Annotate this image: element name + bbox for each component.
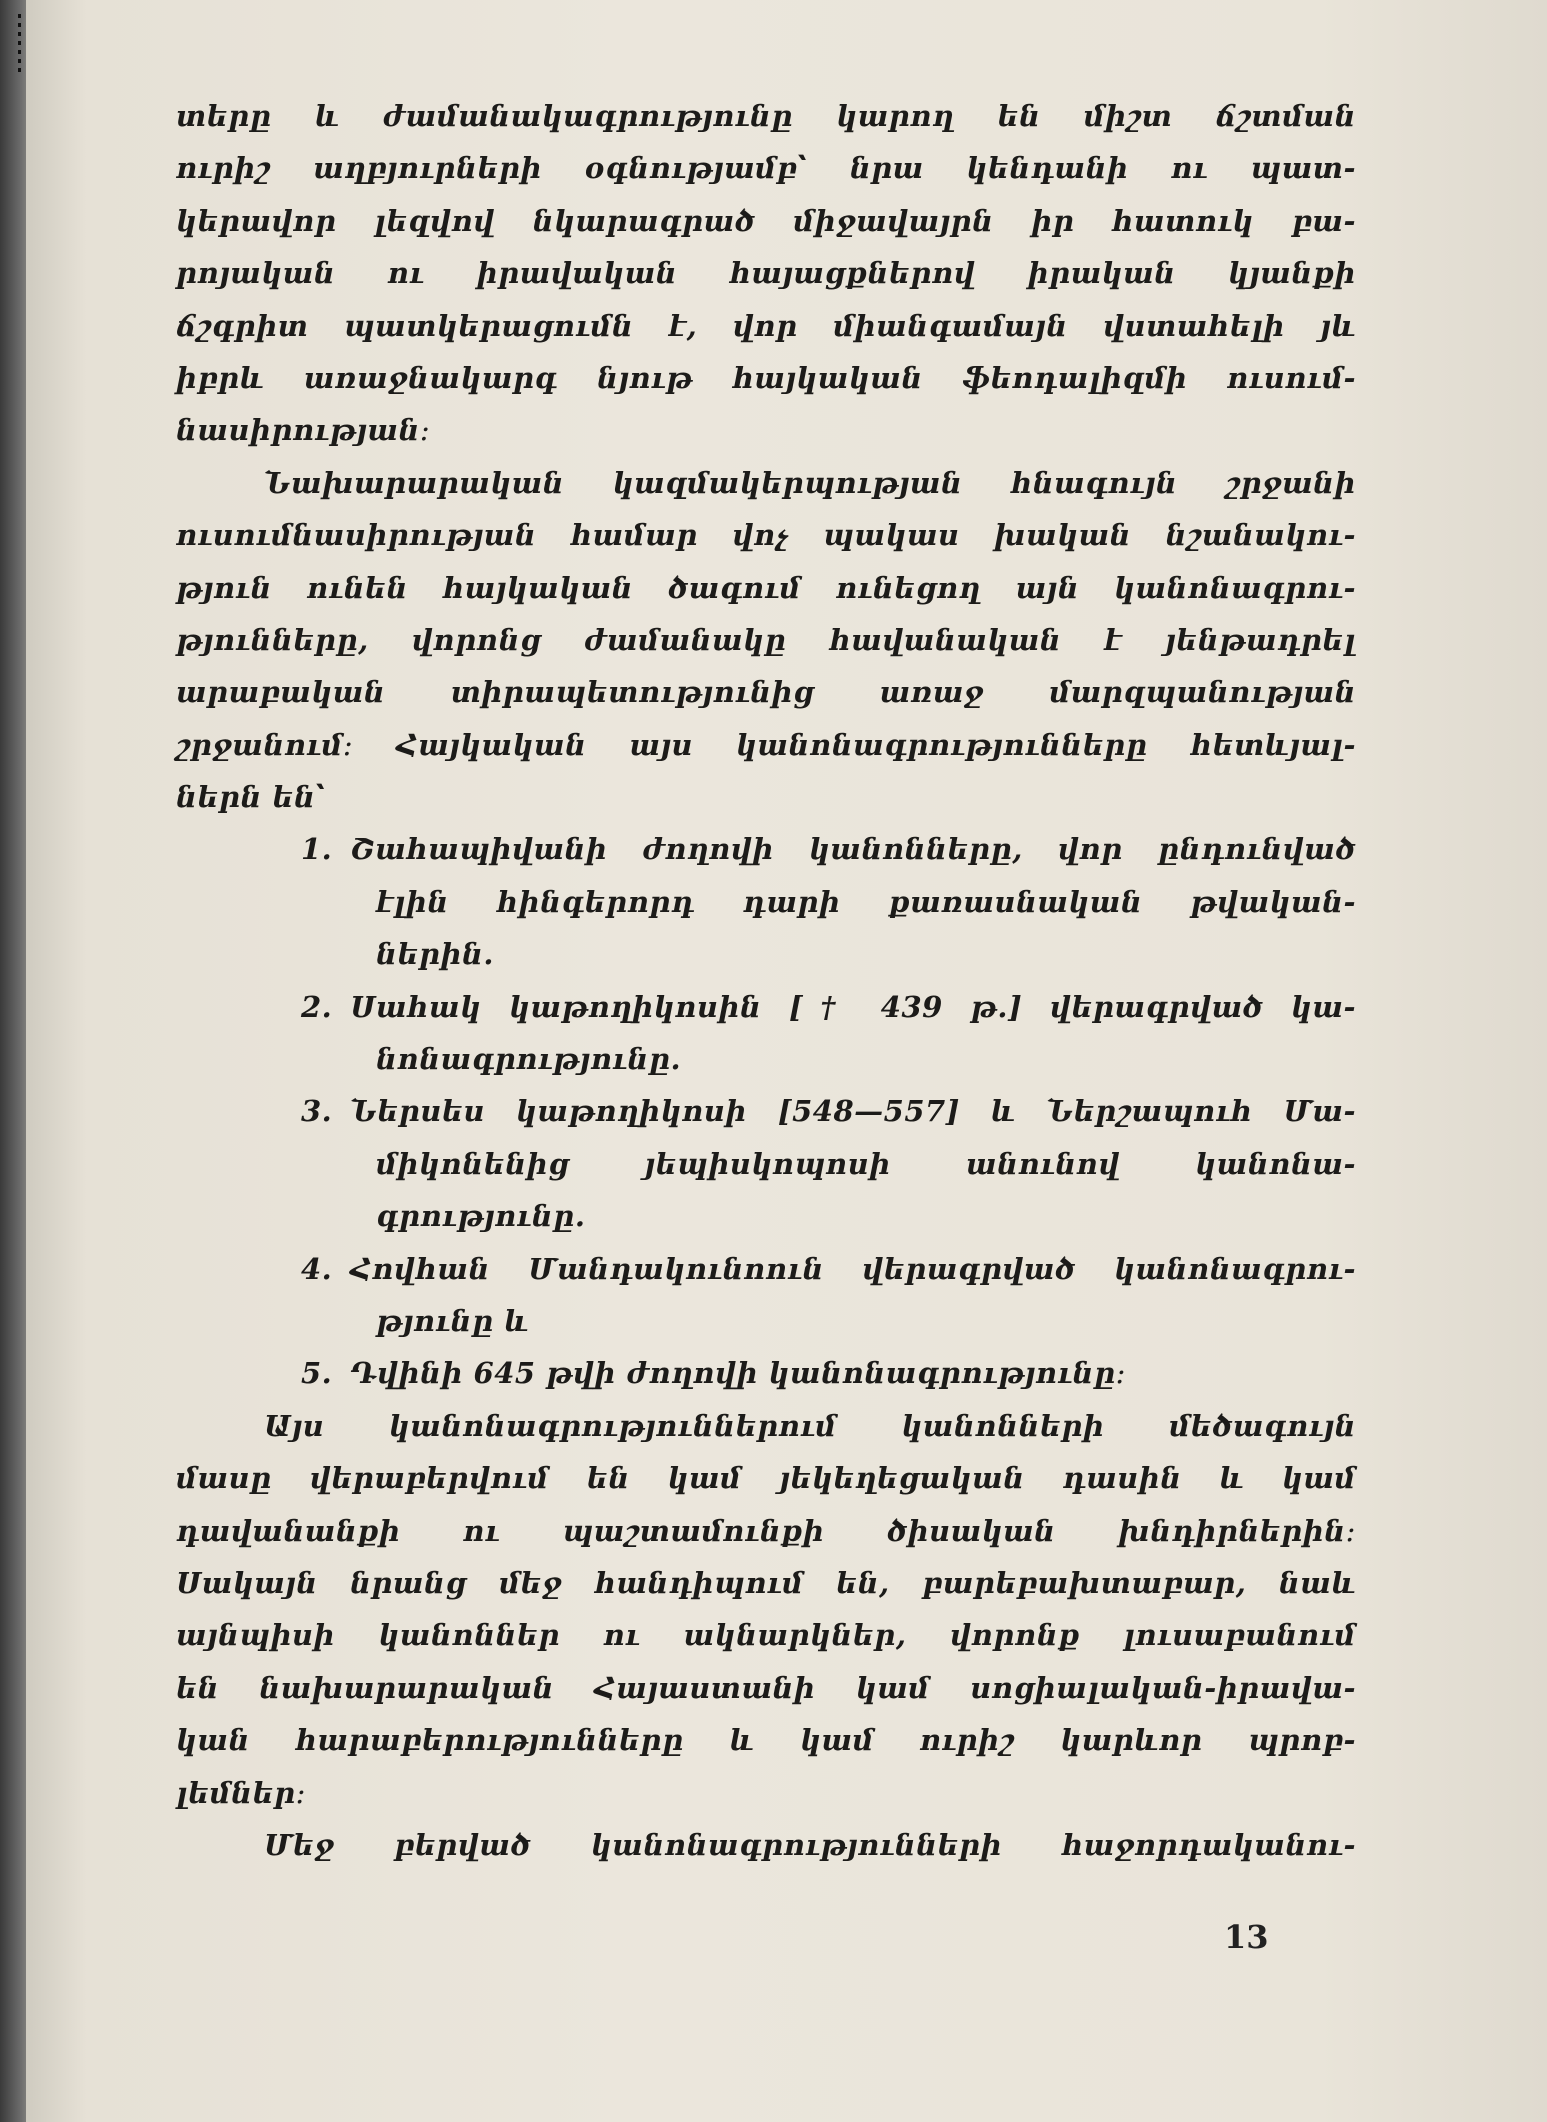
paragraph-3-line: են նախարարական Հայաստանի կամ սոցիալական-իրավա- bbox=[176, 1670, 1356, 1705]
paragraph-2-line: շրջանում։ Հայկական այս կանոնագրությունները հետևյալ- bbox=[176, 727, 1356, 762]
paragraph-3-line: կան հարաբերությունները և կամ ուրիշ կարևոր պրոբ- bbox=[176, 1723, 1356, 1758]
list-item-text: Դվինի 645 թվի ժողովի կանոնագրությունը։ bbox=[350, 1356, 1126, 1391]
paragraph-1-line: կերավոր լեզվով նկարագրած միջավայրն իր հատուկ բա- bbox=[176, 203, 1356, 238]
list-item-text: Սահակ կաթողիկոսին [† 439 թ.] վերագրված կա- bbox=[350, 989, 1356, 1024]
paragraph-2-line: ներն են՝ bbox=[176, 780, 326, 815]
list-item-5 bbox=[176, 1347, 1356, 1399]
list-item-text: Հովհան Մանդակունոուն վերագրված կանոնագրու- bbox=[350, 1251, 1356, 1286]
paragraph-3-line: լեմներ։ bbox=[176, 1775, 306, 1810]
list-item-3-continuation: միկոնենից յեպիսկոպոսի անունով կանոնա- bbox=[376, 1146, 1356, 1181]
paragraph-2-line: թյունները, վորոնց ժամանակը հավանական է յենթադրել bbox=[176, 622, 1356, 657]
paragraph-2-line: Նախարարական կազմակերպության հնագույն շրջանի bbox=[264, 465, 1356, 500]
paragraph-2-line: արաբական տիրապետությունից առաջ մարզպանության bbox=[176, 675, 1356, 710]
list-number: 3. bbox=[301, 1094, 333, 1129]
list-item-4 bbox=[176, 1243, 1356, 1295]
list-item-4-continuation: թյունը և bbox=[376, 1303, 529, 1338]
paragraph-1-line: ճշգրիտ պատկերացումն է, վոր միանգամայն վստահելի յև bbox=[176, 308, 1356, 343]
paragraph-3-line: մասը վերաբերվում են կամ յեկեղեցական դասին և կամ bbox=[176, 1461, 1356, 1496]
paragraph-1-line: նասիրության։ bbox=[176, 413, 431, 448]
paragraph-4-line: Մեջ բերված կանոնագրությունների հաջորդականու- bbox=[264, 1827, 1356, 1862]
paragraph-3-line: այնպիսի կանոններ ու ակնարկներ, վորոնք լուսաբանում bbox=[176, 1618, 1356, 1653]
book-page bbox=[26, 0, 1547, 2122]
list-item-text: Ներսես կաթողիկոսի [548—557] և Ներշապուհ Մա- bbox=[350, 1094, 1356, 1129]
list-item-1-continuation: էլին հինգերորդ դարի քառասնական թվական- bbox=[376, 884, 1356, 919]
list-item-1 bbox=[176, 823, 1356, 875]
paragraph-1-line: տերը և ժամանակագրությունը կարող են միշտ ճշտման bbox=[176, 99, 1356, 133]
paragraph-1-line: իբրև առաջնակարգ նյութ հայկական ֆեոդալիզմի ուսում- bbox=[176, 360, 1356, 395]
list-item-2 bbox=[176, 981, 1356, 1033]
paragraph-3-line: դավանանքի ու պաշտամունքի ծիսական խնդիրներին։ bbox=[176, 1513, 1356, 1548]
list-item-1-continuation: ներին․ bbox=[376, 937, 494, 972]
list-item-2-continuation: նոնագրությունը․ bbox=[376, 1042, 682, 1077]
page-body-text bbox=[176, 90, 1356, 1871]
list-number: 5. bbox=[301, 1356, 333, 1391]
page-number: 13 bbox=[1224, 1918, 1269, 1956]
binding-stitch-marks bbox=[18, 14, 21, 74]
list-item-3-continuation: գրությունը․ bbox=[376, 1199, 586, 1234]
paragraph-3-line: Սակայն նրանց մեջ հանդիպում են, բարեբախտաբար, նաև bbox=[176, 1565, 1356, 1600]
paragraph-1-line: ուրիշ աղբյուրների օգնությամբ՝ նրա կենդանի ու պատ- bbox=[176, 151, 1356, 186]
paragraph-1-line: րոյական ու իրավական հայացքներով իրական կյանքի bbox=[176, 256, 1356, 291]
paragraph-3-line: Այս կանոնագրություններում կանոնների մեծագույն bbox=[264, 1408, 1356, 1443]
list-number: 4. bbox=[301, 1251, 333, 1286]
paragraph-2-line: թյուն ունեն հայկական ծագում ունեցող այն կանոնագրու- bbox=[176, 570, 1356, 605]
list-number: 1. bbox=[301, 832, 333, 867]
list-item-text: Շահապիվանի ժողովի կանոնները, վոր ընդունված bbox=[350, 832, 1356, 867]
list-item-3 bbox=[176, 1085, 1356, 1137]
paragraph-2-line: ուսումնասիրության համար վոչ պակաս խական նշանակու- bbox=[176, 518, 1356, 553]
list-number: 2. bbox=[301, 989, 333, 1024]
